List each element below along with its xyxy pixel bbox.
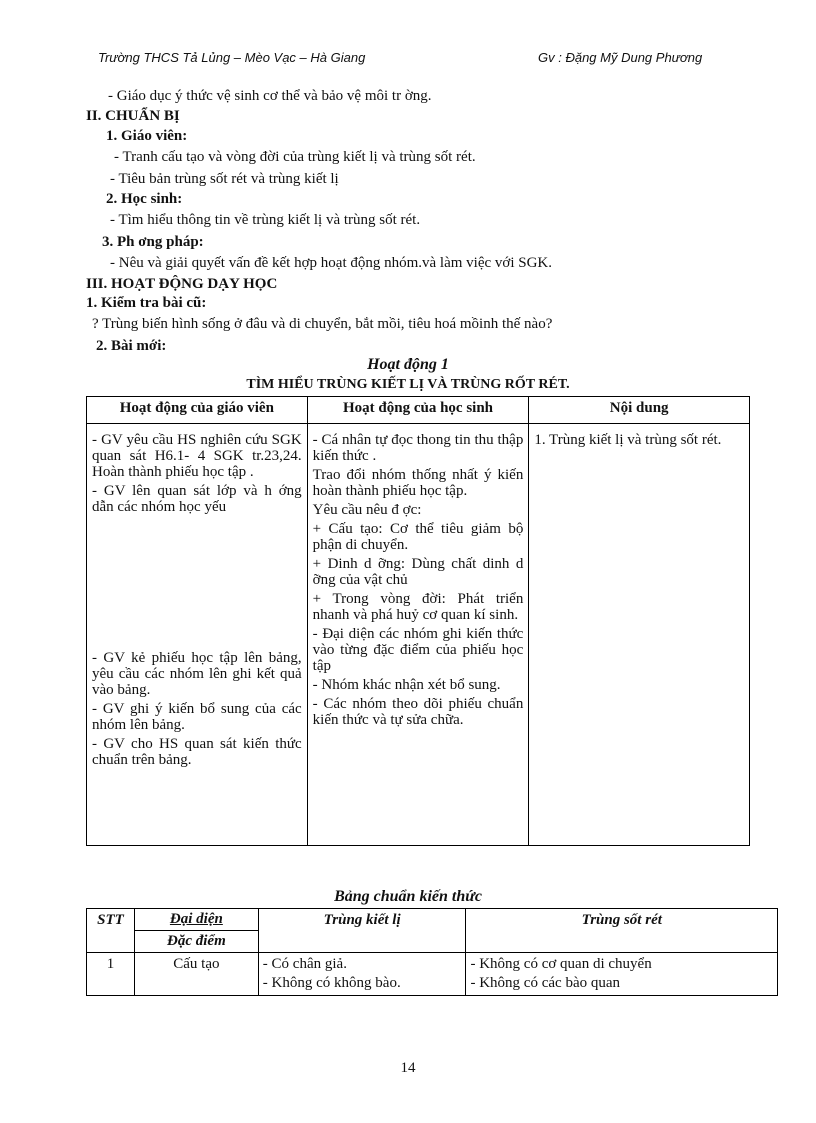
knowledge-table	[86, 908, 778, 996]
teacher-activities-cell	[87, 424, 308, 846]
teacher-heading: 1. Giáo viên:	[106, 128, 188, 144]
row-dysentery	[258, 953, 466, 996]
student-heading: 2. Học sinh:	[106, 191, 183, 207]
teacher-item-2: - Tiêu bản trùng sốt rét và trùng kiết lị	[110, 171, 339, 187]
student-step: - Các nhóm theo dõi phiếu chuẩn kiến thức và tự sửa chữa.	[312, 696, 524, 728]
teacher-step: - GV lên quan sát lớp và h ớng dẫn các nhóm học yếu	[92, 483, 302, 515]
teacher-step: - GV kẻ phiếu học tập lên bảng, yêu cầu các nhóm lên ghi kết quả vào bảng.	[92, 650, 302, 698]
method-item-1: - Nêu và giải quyết vấn đề kết hợp hoạt động nhóm.và làm việc với SGK.	[110, 255, 553, 271]
activity-table	[86, 396, 750, 846]
page-number: 14	[400, 1060, 416, 1076]
stt-header: STT	[87, 909, 135, 953]
student-step: - Đại diện các nhóm ghi kiến thức vào từng đặc điểm của phiếu học tập	[312, 626, 524, 674]
student-step: - Nhóm khác nhận xét bổ sung.	[312, 677, 501, 693]
activity-subtitle: TÌM HIỂU TRÙNG KIẾT LỊ VÀ TRÙNG RỐT RÉT.	[246, 377, 570, 392]
teacher-step: - GV yêu cầu HS nghiên cứu SGK quan sát H6.1- 4 SGK tr.23,24. Hoàn thành phiếu học tập .	[92, 432, 302, 480]
method-heading: 3. Ph ơng pháp:	[102, 234, 204, 250]
row-stt: 1	[87, 953, 135, 996]
content-cell	[529, 424, 750, 846]
new-lesson-heading: 2. Bài mới:	[96, 338, 167, 354]
section-activities: III. HOẠT ĐỘNG DẠY HỌC	[86, 276, 278, 292]
row-malaria	[466, 953, 778, 996]
malaria-item: - Không có các bào quan	[470, 975, 621, 991]
teacher-item-1: - Tranh cấu tạo và vòng đời của trùng kiết lị và trùng sốt rét.	[114, 149, 476, 165]
row-feature: Cấu tạo	[134, 953, 258, 996]
knowledge-table-title: Bảng chuẩn kiến thức	[334, 888, 482, 905]
review-question: ? Trùng biến hình sống ở đâu và di chuyển, bắt mồi, tiêu hoá mồinh thế nào?	[92, 316, 553, 332]
student-step: - Cá nhân tự đọc thong tin thu thập kiến thức .	[312, 432, 524, 464]
col-student-header: Hoạt động của học sinh	[307, 397, 529, 424]
header-teacher: Gv : Đặng Mỹ Dung Phương	[538, 50, 703, 65]
activity-title: Hoạt động 1	[367, 356, 449, 373]
representative-header: Đại diện	[134, 909, 258, 931]
dysentery-item: - Không có không bào.	[262, 975, 401, 991]
student-step: + Cấu tạo: Cơ thể tiêu giảm bộ phận di chuyển.	[312, 521, 524, 553]
content-text: 1. Trùng kiết lị và trùng sốt rét.	[534, 432, 722, 448]
student-item-1: - Tìm hiểu thông tin về trùng kiết lị và trùng sốt rét.	[110, 212, 421, 228]
student-step: Trao đổi nhóm thống nhất ý kiến hoàn thành phiếu học tập.	[312, 467, 524, 499]
student-step: + Trong vòng đời: Phát triển nhanh và phá huỷ cơ quan kí sinh.	[312, 591, 524, 623]
student-step: Yêu cầu nêu đ ợc:	[312, 502, 422, 518]
teacher-step: - GV cho HS quan sát kiến thức chuẩn trên bảng.	[92, 736, 302, 768]
section-preparation: II. CHUẨN BỊ	[86, 108, 180, 124]
student-step: + Dinh d ỡng: Dùng chất dinh d ỡng của vật chủ	[312, 556, 524, 588]
student-activities-cell	[307, 424, 529, 846]
teacher-step: - GV ghi ý kiến bổ sung của các nhóm lên bảng.	[92, 701, 302, 733]
header-school: Trường THCS Tả Lủng – Mèo Vạc – Hà Giang	[98, 50, 366, 65]
col-content-header: Nội dung	[529, 397, 750, 424]
dysentery-item: - Có chân giả.	[262, 956, 347, 972]
review-heading: 1. Kiểm tra bài cũ:	[86, 295, 207, 311]
dysentery-header: Trùng kiết lị	[258, 909, 466, 953]
malaria-item: - Không có cơ quan di chuyển	[470, 956, 652, 972]
col-teacher-header: Hoạt động của giáo viên	[87, 397, 308, 424]
objective-line: - Giáo dục ý thức vệ sinh cơ thể và bảo vệ môi tr ờng.	[108, 88, 432, 104]
malaria-header: Trùng sốt rét	[466, 909, 778, 953]
feature-header: Đặc điểm	[134, 931, 258, 953]
